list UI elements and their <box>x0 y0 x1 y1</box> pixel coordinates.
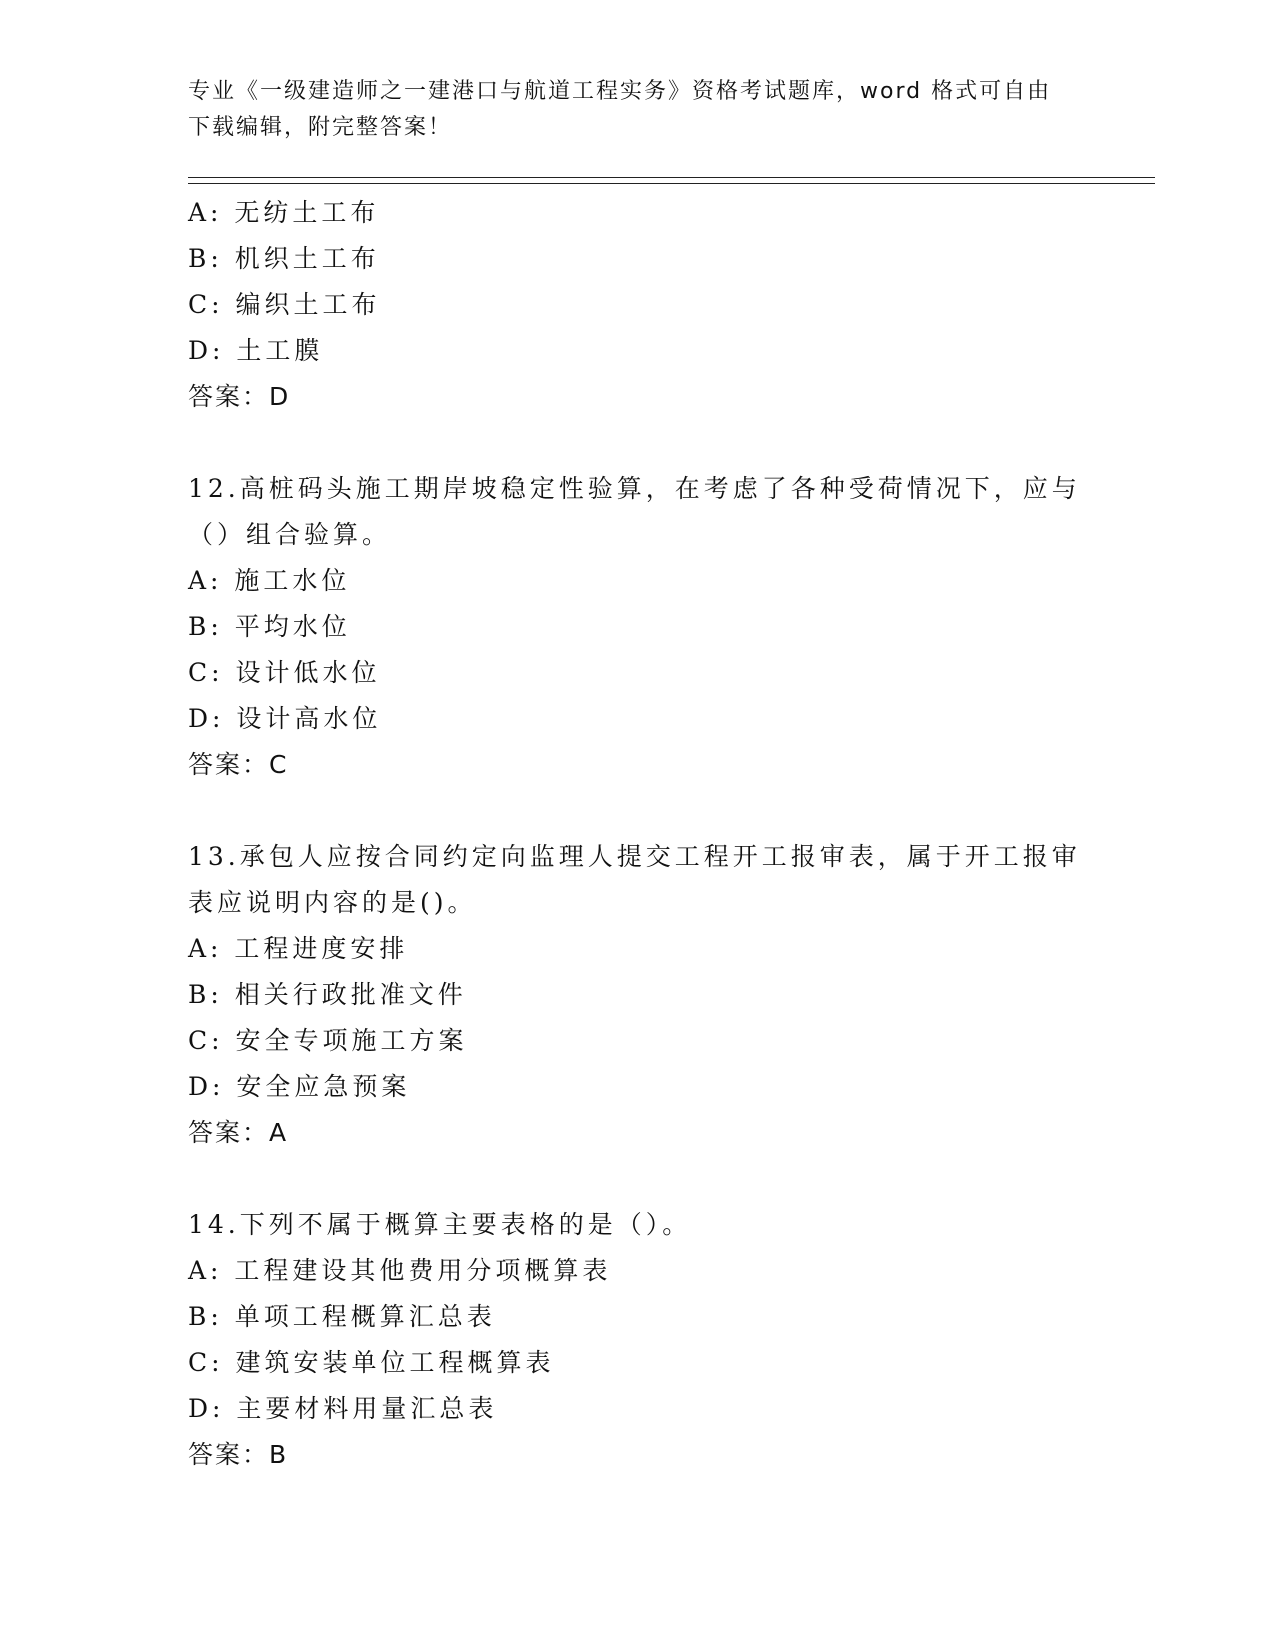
question-text-line-1: 14.下列不属于概算主要表格的是（）。 <box>188 1210 692 1239</box>
question-text-line-2: 表应说明内容的是()。 <box>188 888 477 917</box>
option-b: B: 平均水位 <box>188 612 351 641</box>
question-list <box>188 190 1088 1478</box>
option-b: B: 单项工程概算汇总表 <box>188 1302 496 1331</box>
header-line-2: 下载编辑，附完整答案！ <box>188 115 453 140</box>
option-b: B: 机织土工布 <box>188 244 380 273</box>
question-12 <box>188 466 1088 788</box>
answer: 答案：C <box>188 750 289 779</box>
option-b: B: 相关行政批准文件 <box>188 980 467 1009</box>
question-11 <box>188 190 1088 420</box>
spacer <box>188 788 1088 834</box>
option-d: D: 主要材料用量汇总表 <box>188 1394 498 1423</box>
option-a: A: 工程建设其他费用分项概算表 <box>188 1256 612 1285</box>
question-text-line-1: 12.高桩码头施工期岸坡稳定性验算，在考虑了各种受荷情况下，应与 <box>188 474 1081 503</box>
answer: 答案：A <box>188 1118 289 1147</box>
question-13 <box>188 834 1088 1156</box>
spacer <box>188 420 1088 466</box>
question-14 <box>188 1202 1088 1478</box>
header-divider-bottom <box>188 183 1155 184</box>
header-line-1: 专业《一级建造师之一建港口与航道工程实务》资格考试题库，word 格式可自由 <box>188 79 1052 104</box>
option-c: C: 编织土工布 <box>188 290 381 319</box>
option-c: C: 建筑安装单位工程概算表 <box>188 1348 555 1377</box>
question-text-line-1: 13.承包人应按合同约定向监理人提交工程开工报审表，属于开工报审 <box>188 842 1081 871</box>
option-d: D: 设计高水位 <box>188 704 382 733</box>
option-a: A: 无纺土工布 <box>188 198 380 227</box>
answer: 答案：B <box>188 1440 289 1469</box>
option-d: D: 土工膜 <box>188 336 324 365</box>
document-header <box>188 74 1088 146</box>
option-a: A: 施工水位 <box>188 566 351 595</box>
option-d: D: 安全应急预案 <box>188 1072 411 1101</box>
option-a: A: 工程进度安排 <box>188 934 409 963</box>
question-text-line-2: （）组合验算。 <box>188 520 392 549</box>
answer: 答案：D <box>188 382 291 411</box>
spacer <box>188 1156 1088 1202</box>
option-c: C: 设计低水位 <box>188 658 381 687</box>
option-c: C: 安全专项施工方案 <box>188 1026 468 1055</box>
header-divider-top <box>188 177 1155 178</box>
